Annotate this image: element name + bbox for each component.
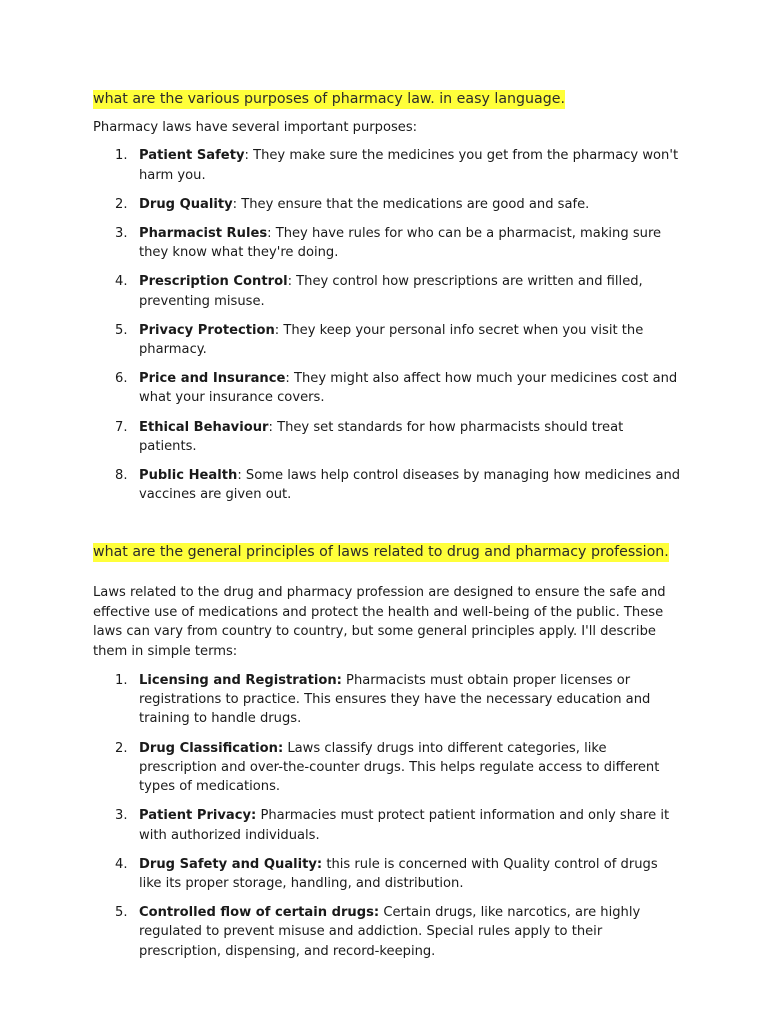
purpose-item: [93, 272, 683, 310]
item-description: They keep your personal info secret when you visit the pharmacy.: [139, 322, 644, 358]
item-term: Patient Safety: [139, 148, 245, 164]
list-number: 3.: [115, 808, 128, 824]
list-number: 5.: [115, 322, 128, 338]
list-number: 2.: [115, 740, 128, 756]
question-2: [93, 541, 683, 562]
purpose-item: [93, 321, 683, 359]
list-number: 4.: [115, 274, 128, 290]
purpose-item: [93, 466, 683, 504]
item-description: Certain drugs, like narcotics, are highly regulated to prevent misuse and addiction. Special rules apply to their prescription, dispensing, and record-keeping.: [139, 905, 641, 959]
item-separator: :: [285, 371, 290, 387]
item-description: Pharmacies must protect patient information and only share it with authorized individuals.: [139, 808, 670, 843]
purpose-item: [93, 369, 683, 407]
document-body: [93, 88, 683, 961]
item-term: Drug Safety and Quality:: [139, 856, 323, 872]
principle-item: [93, 671, 683, 729]
question-1-highlighted-text: what are the various purposes of pharmacy law. in easy language.: [93, 91, 565, 107]
item-term: Controlled flow of certain drugs:: [139, 905, 380, 921]
item-separator: :: [287, 274, 292, 290]
purpose-item: [93, 146, 683, 184]
list-number: 7.: [115, 419, 128, 435]
item-separator: :: [244, 148, 249, 164]
item-term: Patient Privacy:: [139, 808, 257, 824]
principle-item: [93, 855, 683, 893]
item-term: Ethical Behaviour: [139, 419, 269, 435]
principle-item: [93, 903, 683, 961]
item-description: They set standards for how pharmacists should treat patients.: [139, 419, 624, 454]
principle-item: [93, 739, 683, 797]
question-2-highlighted-text: what are the general principles of laws related to drug and pharmacy profession.: [93, 544, 669, 561]
question-1: [93, 88, 683, 109]
item-separator: :: [267, 226, 272, 242]
item-term: Prescription Control: [139, 274, 288, 290]
purposes-list: [93, 146, 683, 504]
list-number: 5.: [115, 905, 128, 921]
purpose-item: [93, 418, 683, 456]
list-number: 4.: [115, 856, 128, 872]
item-term: Public Health: [139, 468, 238, 484]
section-2-paragraph: Laws related to the drug and pharmacy profession are designed to ensure the safe and effective use of medications and protect the health and well-being of the public. These laws can vary from country to country, but some general principles apply. I'll describe them in simple terms:: [93, 585, 666, 659]
section-1-intro: Pharmacy laws have several important purposes:: [93, 120, 418, 135]
item-separator: :: [237, 468, 242, 484]
item-description: Laws classify drugs into different categories, like prescription and over-the-counter drugs. This helps regulate access to different types of medications.: [139, 740, 660, 795]
list-number: 1.: [115, 673, 128, 689]
principle-item: [93, 806, 683, 844]
item-description: Pharmacists must obtain proper licenses or registrations to practice. This ensures they have the necessary education and training to handle drugs.: [139, 673, 651, 727]
list-number: 2.: [115, 196, 128, 212]
item-term: Licensing and Registration:: [139, 673, 342, 689]
item-separator: :: [268, 419, 273, 435]
purpose-item: [93, 195, 683, 214]
item-description: They make sure the medicines you get from the pharmacy won't harm you.: [139, 148, 679, 183]
item-description: They control how prescriptions are written and filled, preventing misuse.: [139, 274, 643, 309]
item-term: Pharmacist Rules: [139, 226, 268, 242]
list-number: 1.: [115, 148, 128, 164]
item-description: They might also affect how much your medicines cost and what your insurance covers.: [139, 371, 678, 406]
item-description: They ensure that the medications are good and safe.: [237, 196, 590, 212]
item-term: Privacy Protection: [139, 322, 275, 338]
item-description: this rule is concerned with Quality control of drugs like its proper storage, handling, and distribution.: [139, 856, 658, 891]
list-number: 6.: [115, 371, 128, 387]
item-term: Drug Quality: [139, 196, 233, 212]
item-description: They have rules for who can be a pharmacist, making sure they know what they're doing.: [139, 226, 662, 261]
principles-list: [93, 671, 683, 961]
item-separator: :: [274, 322, 280, 338]
item-term: Price and Insurance: [139, 371, 286, 387]
item-description: Some laws help control diseases by managing how medicines and vaccines are given out.: [139, 468, 681, 503]
list-number: 3.: [115, 226, 128, 242]
item-term: Drug Classification:: [139, 740, 284, 756]
purpose-item: [93, 224, 683, 262]
item-separator: :: [232, 196, 238, 212]
list-number: 8.: [115, 468, 128, 484]
